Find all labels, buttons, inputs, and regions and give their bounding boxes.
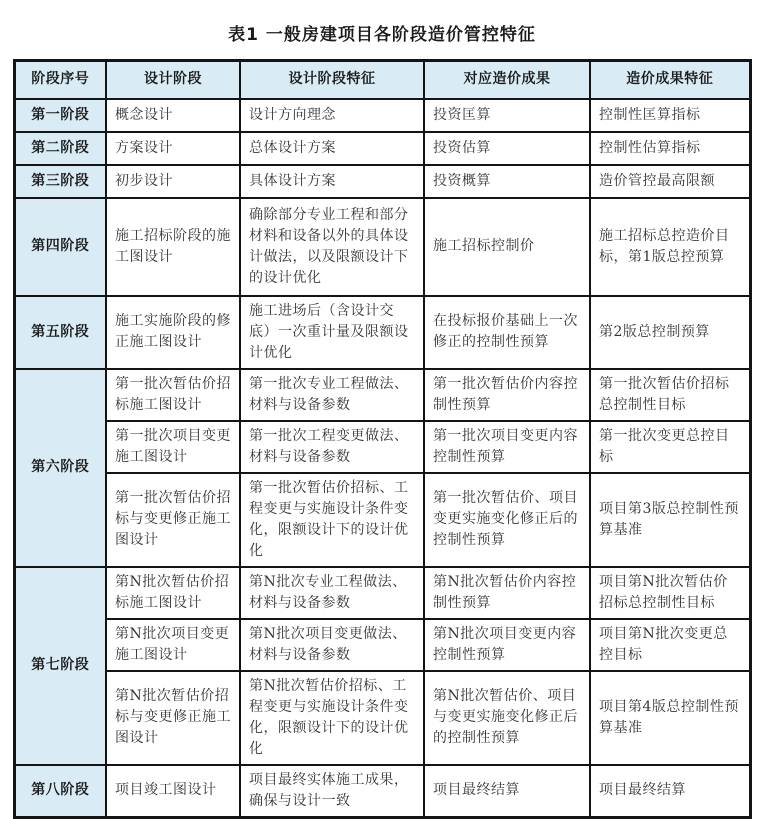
- stage-label: 第六阶段: [14, 369, 106, 567]
- table-cell: 第一批次暂估价、项目变更实施变化修正后的控制性预算: [424, 473, 590, 567]
- table-cell: 方案设计: [106, 132, 240, 165]
- table-cell: 投资估算: [424, 132, 590, 165]
- table-cell: 第N批次暂估价招标、工程变更与实施设计条件变化，限额设计下的设计优化: [240, 671, 424, 765]
- table-cell: 设计方向理念: [240, 99, 424, 132]
- table-cell: 施工进场后（含设计交底）一次重计量及限额设计优化: [240, 296, 424, 369]
- table-row: [14, 99, 750, 132]
- table-cell: 确除部分专业工程和部分材料和设备以外的具体设计做法，以及限额设计下的设计优化: [240, 198, 424, 296]
- table-cell: 第一批次工程变更做法、材料与设备参数: [240, 421, 424, 473]
- table-row: [14, 567, 750, 619]
- stage-label: 第五阶段: [14, 296, 106, 369]
- table-cell: 项目第3版总控制性预算基准: [590, 473, 750, 567]
- stage-label: 第二阶段: [14, 132, 106, 165]
- table-cell: 第N批次项目变更做法、材料与设备参数: [240, 619, 424, 671]
- table-cell: 第一批次变更总控目标: [590, 421, 750, 473]
- table-cell: 总体设计方案: [240, 132, 424, 165]
- table-cell: 初步设计: [106, 165, 240, 198]
- table-cell: 施工招标控制价: [424, 198, 590, 296]
- column-header-design-stage-features: 设计阶段特征: [240, 61, 424, 99]
- table-cell: 第一批次项目变更内容控制性预算: [424, 421, 590, 473]
- stage-label: 第七阶段: [14, 567, 106, 765]
- column-header-cost-result-features: 造价成果特征: [590, 61, 750, 99]
- table-cell: 项目第N批次变更总控目标: [590, 619, 750, 671]
- header-row: [14, 61, 750, 99]
- cost-control-table: [13, 59, 752, 819]
- table-cell: 施工实施阶段的修正施工图设计: [106, 296, 240, 369]
- table-cell: 具体设计方案: [240, 165, 424, 198]
- table-title: 表1 一般房建项目各阶段造价管控特征: [228, 25, 536, 45]
- table-cell: 项目竣工图设计: [106, 765, 240, 818]
- table-row: [14, 619, 750, 671]
- table-cell: 在投标报价基础上一次修正的控制性预算: [424, 296, 590, 369]
- table-row: [14, 165, 750, 198]
- table-cell: 控制性匡算指标: [590, 99, 750, 132]
- stage-label: 第一阶段: [14, 99, 106, 132]
- table-cell: 第N批次专业工程做法、材料与设备参数: [240, 567, 424, 619]
- table-cell: 第一批次项目变更施工图设计: [106, 421, 240, 473]
- table-cell: 施工招标阶段的施工图设计: [106, 198, 240, 296]
- table-cell: 投资概算: [424, 165, 590, 198]
- table-cell: 第一批次暂估价招标施工图设计: [106, 369, 240, 421]
- table-row: [14, 421, 750, 473]
- column-header-design-stage: 设计阶段: [106, 61, 240, 99]
- table-cell: 项目第4版总控制性预算基准: [590, 671, 750, 765]
- table-cell: 第一批次暂估价招标总控制性目标: [590, 369, 750, 421]
- table-cell: 项目最终结算: [424, 765, 590, 818]
- table-cell: 造价管控最高限额: [590, 165, 750, 198]
- table-row: [14, 132, 750, 165]
- table-row: [14, 369, 750, 421]
- table-cell: 第N批次项目变更内容控制性预算: [424, 619, 590, 671]
- table-cell: 第一批次暂估价招标与变更修正施工图设计: [106, 473, 240, 567]
- table-row: [14, 671, 750, 765]
- stage-label: 第四阶段: [14, 198, 106, 296]
- stage-label: 第三阶段: [14, 165, 106, 198]
- table-cell: 第一批次暂估价内容控制性预算: [424, 369, 590, 421]
- table-cell: 控制性估算指标: [590, 132, 750, 165]
- table-cell: 投资匡算: [424, 99, 590, 132]
- table-cell: 第N批次暂估价内容控制性预算: [424, 567, 590, 619]
- stage-label: 第八阶段: [14, 765, 106, 818]
- table-row: [14, 198, 750, 296]
- table-row: [14, 473, 750, 567]
- table-cell: 概念设计: [106, 99, 240, 132]
- table-cell: 项目第N批次暂估价招标总控制性目标: [590, 567, 750, 619]
- table-cell: 第N批次项目变更施工图设计: [106, 619, 240, 671]
- table-cell: 项目最终实体施工成果，确保与设计一致: [240, 765, 424, 818]
- table-cell: 第N批次暂估价招标与变更修正施工图设计: [106, 671, 240, 765]
- table-cell: 第N批次暂估价招标施工图设计: [106, 567, 240, 619]
- table-cell: 第一批次暂估价招标、工程变更与实施设计条件变化，限额设计下的设计优化: [240, 473, 424, 567]
- column-header-stage-no: 阶段序号: [14, 61, 106, 99]
- table-row: [14, 765, 750, 818]
- table-cell: 第N批次暂估价、项目与变更实施变化修正后的控制性预算: [424, 671, 590, 765]
- table-cell: 施工招标总控造价目标，第1版总控预算: [590, 198, 750, 296]
- table-cell: 项目最终结算: [590, 765, 750, 818]
- column-header-cost-result: 对应造价成果: [424, 61, 590, 99]
- table-cell: 第2版总控制预算: [590, 296, 750, 369]
- table-cell: 第一批次专业工程做法、材料与设备参数: [240, 369, 424, 421]
- table-row: [14, 296, 750, 369]
